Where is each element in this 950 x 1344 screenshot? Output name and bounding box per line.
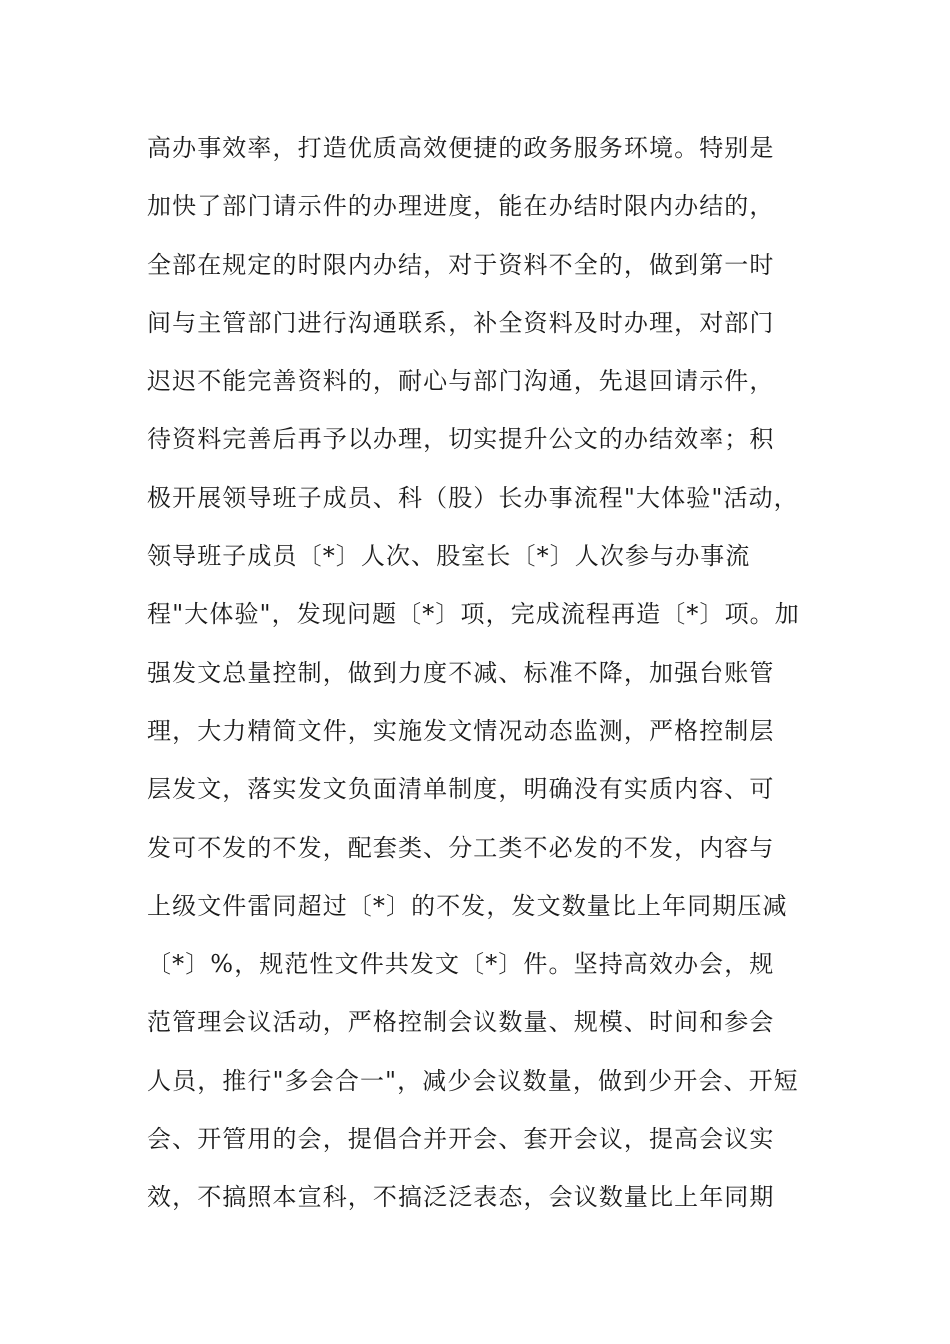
text-line: 间与主管部门进行沟通联系，补全资料及时办理，对部门	[147, 308, 775, 337]
text-line: 层发文，落实发文负面清单制度，明确没有实质内容、可	[147, 775, 775, 804]
text-line: 〔*〕%，规范性文件共发文〔*〕件。坚持高效办会，规	[147, 950, 775, 979]
text-line: 全部在规定的时限内办结，对于资料不全的，做到第一时	[147, 250, 775, 279]
text-line: 人员，推行"多会合一"，减少会议数量，做到少开会、开短	[147, 1066, 799, 1095]
text-line: 迟迟不能完善资料的，耐心与部门沟通，先退回请示件，	[147, 367, 775, 396]
text-line: 会、开管用的会，提倡合并开会、套开会议，提高会议实	[147, 1125, 775, 1154]
text-line: 极开展领导班子成员、科（股）长办事流程"大体验"活动，	[147, 483, 799, 512]
text-line: 效，不搞照本宣科，不搞泛泛表态，会议数量比上年同期	[147, 1183, 775, 1212]
text-line: 发可不发的不发，配套类、分工类不必发的不发，内容与	[147, 833, 775, 862]
text-line: 上级文件雷同超过〔*〕的不发，发文数量比上年同期压减	[147, 891, 788, 920]
text-line: 领导班子成员〔*〕人次、股室长〔*〕人次参与办事流	[147, 542, 751, 571]
text-line: 理，大力精简文件，实施发文情况动态监测，严格控制层	[147, 716, 775, 745]
text-line: 待资料完善后再予以办理，切实提升公文的办结效率；积	[147, 425, 775, 454]
body-text	[147, 119, 817, 1227]
text-line: 强发文总量控制，做到力度不减、标准不降，加强台账管	[147, 658, 775, 687]
text-line: 程"大体验"，发现问题〔*〕项，完成流程再造〔*〕项。加	[147, 600, 800, 629]
text-line: 高办事效率，打造优质高效便捷的政务服务环境。特别是	[147, 134, 775, 162]
text-line: 范管理会议活动，严格控制会议数量、规模、时间和参会	[147, 1008, 775, 1037]
text-line: 加快了部门请示件的办理进度，能在办结时限内办结的，	[147, 192, 775, 221]
